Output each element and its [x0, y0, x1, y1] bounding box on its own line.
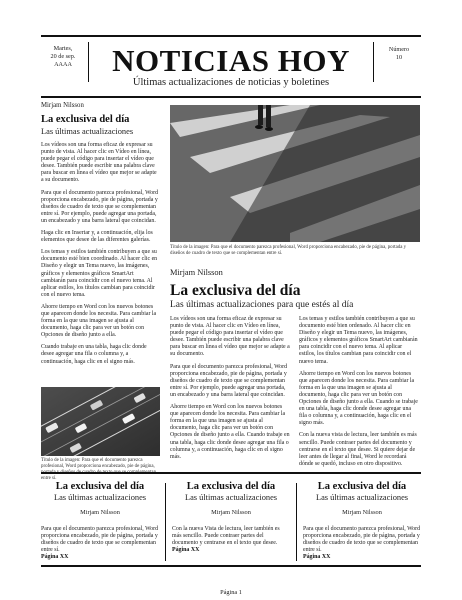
page-number: Página 1: [220, 589, 242, 596]
main-photo-caption: Título de la imagen: Para que el documento parezca profesional, Word proporciona encabezado, pie de página, portada y diseños de cuadro de texto que se complementan entre sí.: [170, 245, 407, 256]
footer-story-body: Para que el documento parezca profesional, Word proporciona encabezado, pie de página, portada y diseños de cuadro de texto que se complementan entre sí.: [303, 526, 421, 554]
footer-story-headline: La exclusiva del día: [55, 481, 145, 492]
left-story-paragraph: Ahorre tiempo en Word con los nuevos botones que aparecen donde los necesita. Para cambiar la forma en la que una imagen se ajusta al documento, haga clic para ver un botón con Opciones de diseño junto a ella.: [41, 303, 157, 339]
footer-story-byline: Mirjam Nilsson: [211, 509, 251, 516]
crosswalk-image: [170, 105, 420, 242]
masthead-top-rule: [41, 35, 421, 37]
footer-story-body: Para que el documento parezca profesional, Word proporciona encabezado, pie de página, portada y diseños de cuadro de texto que se complementan entre sí.: [41, 526, 159, 554]
date-line-3: AAAA: [54, 61, 72, 68]
footer-story-subhead: Las últimas actualizaciones: [315, 493, 409, 502]
footer-story-page-ref[interactable]: Página XX: [41, 554, 69, 561]
main-story-paragraph: Los temas y estilos también contribuyen a que su documento esté bien ordenado. Al hacer clic en Diseño y elegir un Tema nuevo, las imágenes, gráficos y elementos gráficos SmartArt cambiarán para coincidir con el nuevo tema. Al aplicar estilos, los títulos cambian para coincidir con el nuevo tema.: [299, 316, 418, 365]
footer-divider-2: [296, 483, 297, 561]
main-story-paragraph: Ahorre tiempo en Word con los nuevos botones que aparecen donde los necesita. Para cambiar la forma en la que una imagen se ajusta al documento, haga clic para ver un botón con Opciones de diseño junto a ella. Cuando trabaje en una tabla, haga clic donde desee agregar una fila o columna y, a continuación, haga clic en el signo más.: [170, 404, 290, 460]
footer-divider-1: [165, 483, 166, 561]
footer-story-subhead: Las últimas actualizaciones: [53, 493, 147, 502]
left-story-body: [41, 142, 159, 371]
main-story-paragraph: Los vídeos son una forma eficaz de expresar su punto de vista. Al hacer clic en Vídeo en línea, puede pegar el código para insertar el vídeo que desee. También puede escribir una palabra clave para buscar en línea el vídeo que mejor se adapte a su documento.: [170, 316, 290, 358]
footer-story-3: [303, 481, 421, 560]
main-story-byline: Mirjam Nilsson: [170, 268, 223, 277]
left-story-paragraph: Cuando trabaje en una tabla, haga clic donde desee agregar una fila o columna y, a continuación, haga clic en el signo más.: [41, 344, 147, 365]
left-story-paragraph: Para que el documento parezca profesional, Word proporciona encabezado, pie de página, portada y diseños de cuadro de texto que se complementan entre sí. Por ejemplo, puede agregar una portada, un encabezado y una barra lateral que coincidan.: [41, 189, 159, 224]
masthead-issue-number: [380, 46, 418, 62]
footer-story-headline: La exclusiva del día: [186, 481, 276, 492]
masthead-title: NOTICIAS HOY: [112, 43, 350, 78]
issue-number-value: 10: [395, 54, 403, 61]
masthead-divider-left: [88, 42, 89, 82]
footer-story-byline: Mirjam Nilsson: [342, 509, 382, 516]
footer-story-page-ref[interactable]: Página XX: [172, 547, 200, 554]
footer-story-body: Con la nueva Vista de lectura, leer también es más sencillo. Puede contraer partes del documento y centrarse en el texto que desee.: [172, 526, 280, 547]
left-story-paragraph: Los temas y estilos también contribuyen a que su documento esté bien coordinado. Al hacer clic en Diseño y elegir un Tema nuevo, las imágenes, gráficos y elementos gráficos SmartArt cambiarán para coincidir con el nuevo tema. Al aplicar estilos, los títulos cambian para coincidir con el nuevo tema.: [41, 249, 158, 298]
main-story-paragraph: Con la nueva vista de lectura, leer también es más sencillo. Puede contraer partes del documento y centrarse en el texto que desee. Si quiere dejar de leer antes de llegar al final, Word le recordará dónde se quedó, incluso en otro dispositivo.: [299, 432, 417, 467]
date-line-2: 20 de sep.: [50, 53, 76, 60]
footer-top-rule: [41, 472, 421, 474]
footer-bottom-rule: [41, 565, 421, 567]
footer-story-page-ref[interactable]: Página XX: [303, 554, 331, 561]
main-story-paragraph: Para que el documento parezca profesional, Word proporciona encabezado, pie de página, portada y diseños de cuadro de texto que se complementan entre sí. Por ejemplo, puede agregar una portada, un encabezado y una barra lateral que coincidan.: [170, 363, 288, 398]
masthead-divider-right: [373, 42, 374, 82]
left-story-paragraph: Los vídeos son una forma eficaz de expresar su punto de vista. Al hacer clic en Vídeo en línea, puede pegar el código para insertar el vídeo que desee. También puede escribir una palabra clave para buscar en línea el vídeo que mejor se adapte a su documento.: [41, 142, 157, 184]
crosswalk-photo: [170, 105, 420, 242]
masthead-date: [44, 45, 82, 69]
main-story-column-1: [170, 316, 290, 466]
issue-number-label: Número: [388, 46, 410, 53]
footer-story-1: [41, 481, 159, 560]
main-story-paragraph: Ahorre tiempo en Word con los nuevos botones que aparecen donde los necesita. Para cambiar la forma en la que una imagen se ajusta al documento, haga clic para ver un botón con Opciones de diseño junto a ella. Cuando se trabaje en una tabla, haga clic donde desee agregar una fila o columna y, a continuación, haga clic en el signo más.: [299, 370, 418, 427]
footer-story-subhead: Las últimas actualizaciones: [184, 493, 278, 502]
left-story-paragraph: Haga clic en Insertar y, a continuación, elija los elementos que desee de las diferentes galerías.: [41, 230, 153, 244]
highway-image: [41, 387, 160, 456]
footer-story-2: [172, 481, 290, 553]
highway-photo: [41, 387, 160, 456]
left-story-headline: La exclusiva del día: [41, 114, 130, 125]
left-story-byline: Mirjam Nilsson: [41, 102, 84, 109]
footer-story-headline: La exclusiva del día: [317, 481, 407, 492]
main-story-subhead: Las últimas actualizaciones para que estés al día: [170, 300, 354, 310]
date-line-1: Martes,: [53, 45, 73, 52]
masthead-subtitle: Últimas actualizaciones de noticias y boletines: [132, 77, 330, 88]
main-story-column-2: [299, 316, 420, 473]
main-story-headline: La exclusiva del día: [170, 282, 301, 299]
masthead-bottom-rule: [41, 96, 421, 98]
footer-story-byline: Mirjam Nilsson: [80, 509, 120, 516]
left-story-subhead: Las últimas actualizaciones: [41, 127, 134, 136]
left-photo-caption: Título de la imagen: Para que el documento parezca profesional, Word proporciona encabezado, pie de página, entre sí.: [41, 458, 155, 481]
